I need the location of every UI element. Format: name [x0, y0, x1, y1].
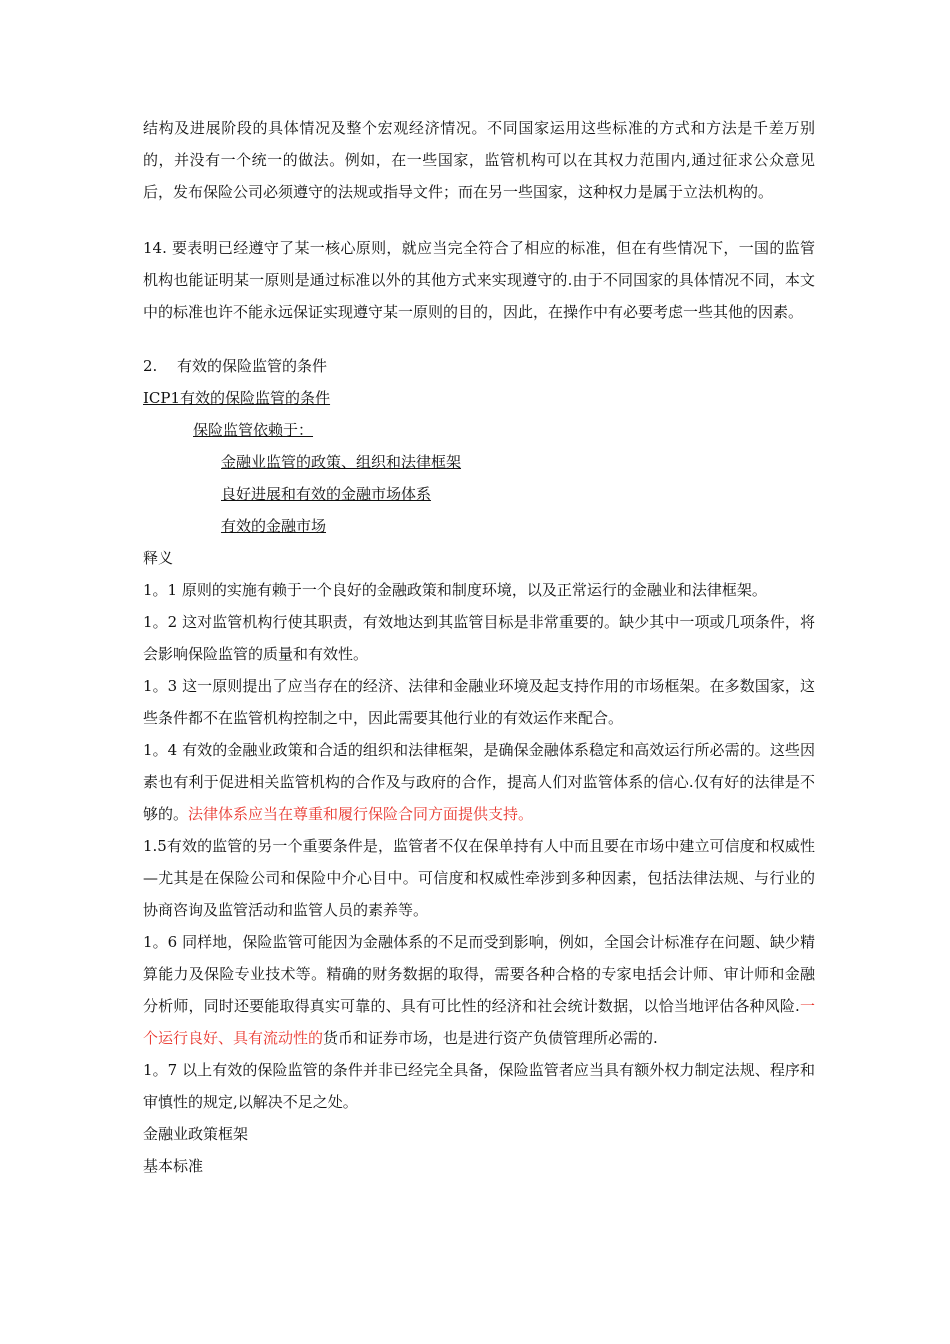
intro-paragraph: 结构及进展阶段的具体情况及整个宏观经济情况。不同国家运用这些标准的方式和方法是千差万别的，并没有一个统一的做法。例如，在一些国家，监管机构可以在其权力范围内,通过征求公众意见后，发布保险公司必须遵守的法规或指导文件；而在另一些国家，这种权力是属于立法机构的。: [143, 119, 815, 201]
definition-1-2: 1。2 这对监管机构行使其职责，有效地达到其监管目标是非常重要的。缺少其中一项或几项条件，将会影响保险监管的质量和有效性。: [143, 613, 815, 663]
highlighted-text: 一个运行良好、具有流动性的: [143, 997, 815, 1047]
icp1-title: ICP1有效的保险监管的条件: [143, 389, 331, 407]
definitions: [143, 574, 815, 1118]
paragraph-14: 14. 要表明已经遵守了某一核心原则，就应当完全符合了相应的标准，但在有些情况下，一国的监管机构也能证明某一原则是通过标准以外的其他方式来实现遵守的.由于不同国家的具体情况不同，本文中的标准也许不能永远保证实现遵守某一原则的目的，因此，在操作中有必要考虑一些其他的因素。: [143, 239, 815, 321]
depends-item: 金融业监管的政策、组织和法律框架: [221, 453, 462, 471]
subheading-basic-standards: 基本标准: [143, 1157, 204, 1175]
section-heading: [143, 350, 815, 382]
definition-1-6: 1。6 同样地，保险监管可能因为金融体系的不足而受到影响，例如，全国会计标准存在问题、缺少精算能力及保险专业技术等。精确的财务数据的取得，需要各种合格的专家电括会计师、审计师和金融分析师，同时还要能取得真实可靠的、具有可比性的经济和社会统计数据，以恰当地评估各种风险.一个运行良好、具有流动性的货币和证券市场，也是进行资产负债管理所必需的.: [143, 933, 815, 1047]
definition-1-4: 1。4 有效的金融业政策和合适的组织和法律框架，是确保金融体系稳定和高效运行所必需的。这些因素也有利于促进相关监管机构的合作及与政府的合作，提高人们对监管体系的信心.仅有好的法律是不够的。法律体系应当在尊重和履行保险合同方面提供支持。: [143, 741, 815, 823]
highlighted-text: 法律体系应当在尊重和履行保险合同方面提供支持。: [188, 805, 534, 823]
definition-1-1: 1。1 原则的实施有赖于一个良好的金融政策和制度环境，以及正常运行的金融业和法律框架。: [143, 581, 767, 599]
section-number: 2.: [143, 357, 158, 375]
depends-item: 良好进展和有效的金融市场体系: [221, 485, 432, 503]
definition-1-3: 1。3 这一原则提出了应当存在的经济、法律和金融业环境及起支持作用的市场框架。在多数国家，这些条件都不在监管机构控制之中，因此需要其他行业的有效运作来配合。: [143, 677, 815, 727]
depends-item: 有效的金融市场: [221, 517, 327, 535]
definition-1-5: 1.5有效的监管的另一个重要条件是，监管者不仅在保单持有人中而且要在市场中建立可信度和权威性—尤其是在保险公司和保险中介心目中。可信度和权威性牵涉到多种因素，包括法律法规、与行业的协商咨询及监管活动和监管人员的素养等。: [143, 837, 815, 919]
section-title: 有效的保险监管的条件: [177, 357, 328, 375]
subheading-financial-policy-framework: 金融业政策框架: [143, 1125, 249, 1143]
document-page: [143, 112, 815, 1182]
definition-label: 释义: [143, 549, 174, 567]
definition-1-7: 1。7 以上有效的保险监管的条件并非已经完全具备，保险监管者应当具有额外权力制定法规、程序和审慎性的规定,以解决不足之处。: [143, 1061, 815, 1111]
depends-on-label: 保险监管依赖于：: [193, 421, 314, 439]
